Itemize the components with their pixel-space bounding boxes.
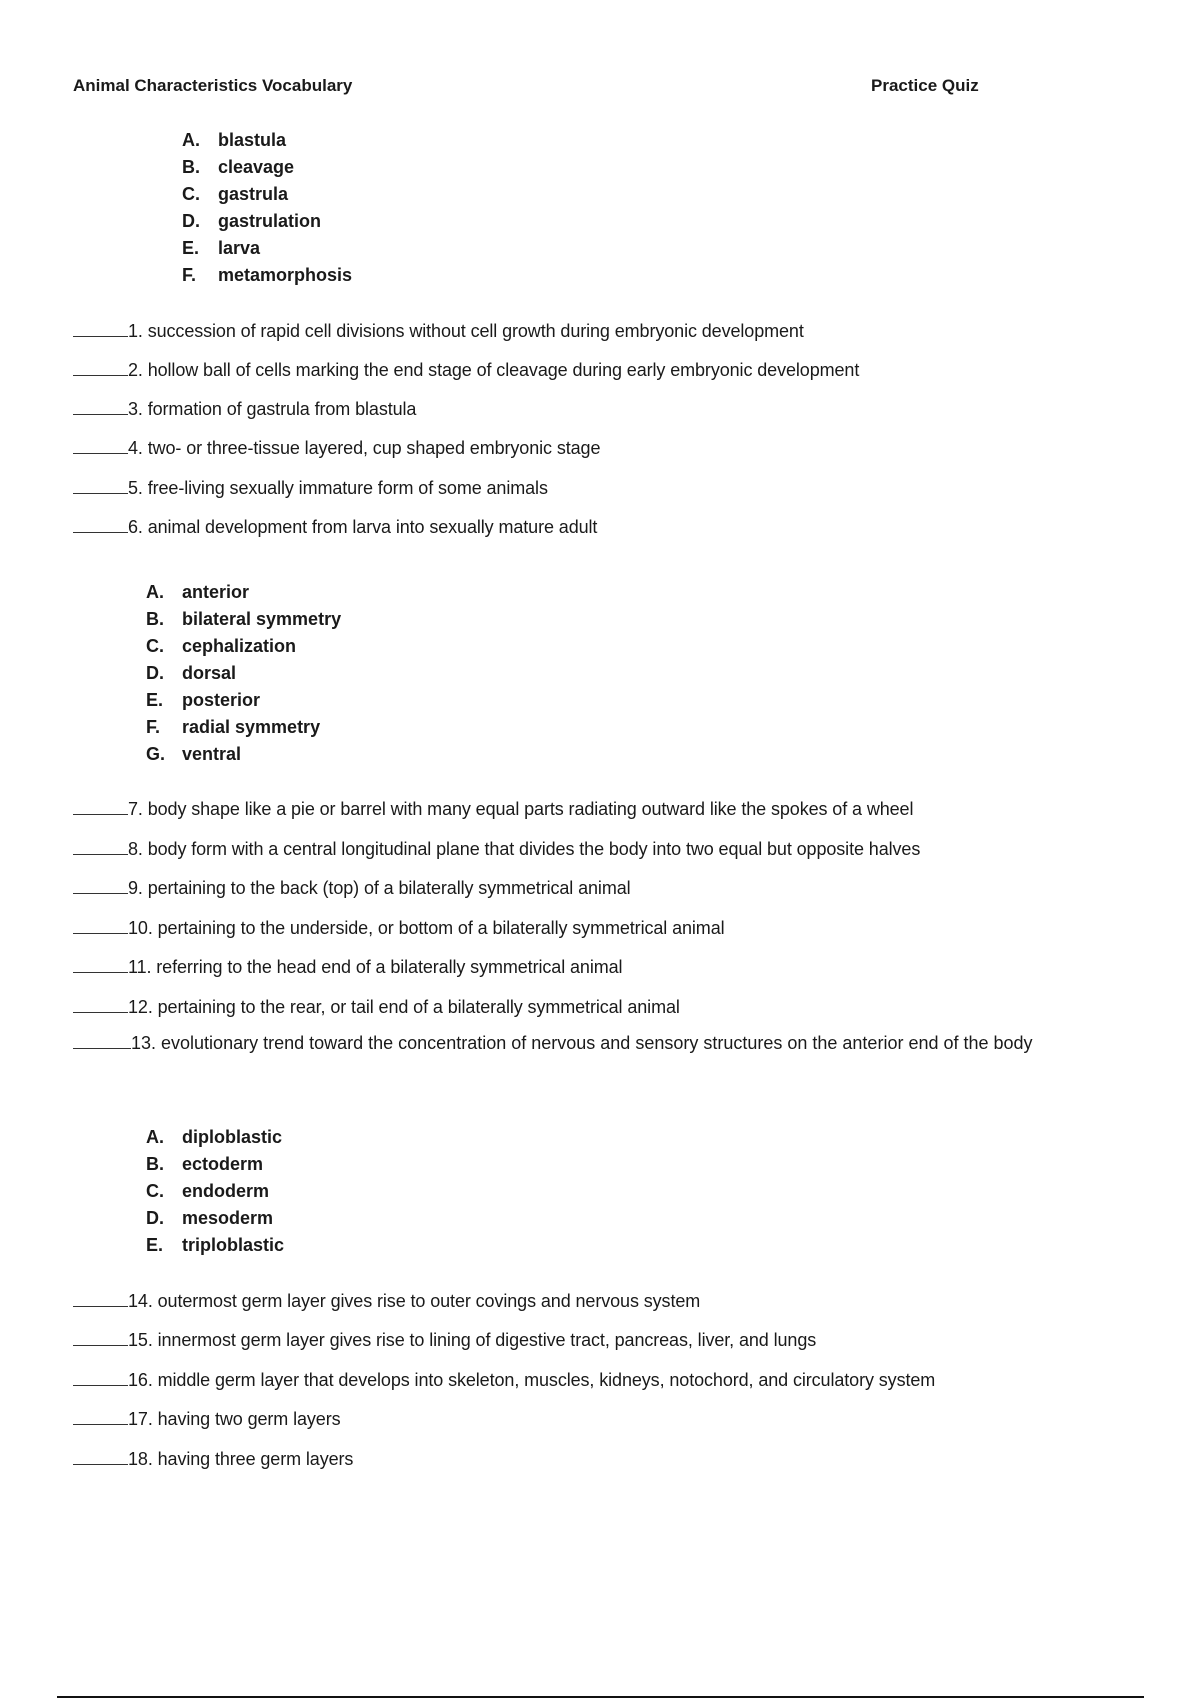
question-item bbox=[73, 477, 548, 499]
term-item bbox=[146, 1205, 284, 1232]
question-item bbox=[73, 1030, 1123, 1057]
term-word: triploblastic bbox=[182, 1235, 285, 1255]
answer-blank[interactable] bbox=[73, 956, 128, 973]
term-letter: B. bbox=[146, 609, 164, 629]
term-word: metamorphosis bbox=[218, 265, 353, 285]
term-list-1 bbox=[182, 127, 352, 289]
answer-blank[interactable] bbox=[73, 838, 128, 855]
term-letter: C. bbox=[146, 1181, 164, 1201]
question-text: 14. outermost germ layer gives rise to outer covings and nervous system bbox=[128, 1291, 701, 1311]
term-letter: E. bbox=[182, 238, 200, 258]
term-letter: A. bbox=[146, 582, 164, 602]
term-letter: D. bbox=[146, 1208, 164, 1228]
answer-blank[interactable] bbox=[73, 1408, 128, 1425]
answer-blank[interactable] bbox=[73, 1329, 128, 1346]
answer-blank[interactable] bbox=[73, 320, 128, 337]
term-item bbox=[182, 262, 352, 289]
term-item bbox=[182, 154, 352, 181]
question-text: 6. animal development from larva into sexually mature adult bbox=[128, 517, 598, 537]
footer-divider bbox=[57, 1696, 1144, 1698]
term-item bbox=[146, 660, 341, 687]
term-word: gastrulation bbox=[218, 211, 322, 231]
term-word: dorsal bbox=[182, 663, 237, 683]
question-text: 10. pertaining to the underside, or bottom of a bilaterally symmetrical animal bbox=[128, 918, 725, 938]
term-letter: E. bbox=[146, 690, 164, 710]
term-letter: D. bbox=[146, 663, 164, 683]
answer-blank[interactable] bbox=[73, 1032, 131, 1049]
answer-blank[interactable] bbox=[73, 1448, 128, 1465]
term-letter: D. bbox=[182, 211, 200, 231]
question-text: 9. pertaining to the back (top) of a bilaterally symmetrical animal bbox=[128, 878, 631, 898]
page-header bbox=[73, 76, 1200, 100]
question-item bbox=[73, 1448, 353, 1470]
question-text: 12. pertaining to the rear, or tail end of a bilaterally symmetrical animal bbox=[128, 997, 680, 1017]
answer-blank[interactable] bbox=[73, 996, 128, 1013]
answer-blank[interactable] bbox=[73, 917, 128, 934]
question-text: 13. evolutionary trend toward the concentration of nervous and sensory structures on the anterior end of the body bbox=[131, 1033, 1033, 1053]
term-word: cleavage bbox=[218, 157, 295, 177]
term-letter: F. bbox=[182, 265, 197, 285]
term-item bbox=[182, 181, 352, 208]
question-item bbox=[73, 320, 804, 342]
term-item bbox=[146, 741, 341, 768]
term-word: diploblastic bbox=[182, 1127, 283, 1147]
term-item bbox=[146, 1232, 284, 1259]
term-item bbox=[146, 1178, 284, 1205]
answer-blank[interactable] bbox=[73, 798, 128, 815]
question-item bbox=[73, 398, 416, 420]
question-item bbox=[73, 798, 913, 820]
term-letter: C. bbox=[182, 184, 200, 204]
question-text: 18. having three germ layers bbox=[128, 1449, 354, 1469]
question-text: 17. having two germ layers bbox=[128, 1409, 341, 1429]
answer-blank[interactable] bbox=[73, 398, 128, 415]
question-item bbox=[73, 437, 600, 459]
question-text: 3. formation of gastrula from blastula bbox=[128, 399, 417, 419]
page-subtitle: Practice Quiz bbox=[871, 76, 979, 95]
term-item bbox=[146, 579, 341, 606]
question-text: 7. body shape like a pie or barrel with many equal parts radiating outward like the spokes of a wheel bbox=[128, 799, 914, 819]
term-word: cephalization bbox=[182, 636, 297, 656]
term-list-2 bbox=[146, 579, 341, 768]
question-item bbox=[73, 359, 859, 381]
term-item bbox=[146, 714, 341, 741]
term-letter: B. bbox=[146, 1154, 164, 1174]
question-item bbox=[73, 1408, 341, 1430]
answer-blank[interactable] bbox=[73, 359, 128, 376]
term-word: posterior bbox=[182, 690, 261, 710]
term-item bbox=[146, 606, 341, 633]
question-item bbox=[73, 877, 631, 899]
term-letter: E. bbox=[146, 1235, 164, 1255]
question-text: 15. innermost germ layer gives rise to lining of digestive tract, pancreas, liver, and lungs bbox=[128, 1330, 817, 1350]
question-text: 16. middle germ layer that develops into skeleton, muscles, kidneys, notochord, and circulatory system bbox=[128, 1370, 936, 1390]
term-letter: C. bbox=[146, 636, 164, 656]
term-word: bilateral symmetry bbox=[182, 609, 342, 629]
answer-blank[interactable] bbox=[73, 516, 128, 533]
term-item bbox=[146, 1124, 284, 1151]
question-item bbox=[73, 838, 920, 860]
answer-blank[interactable] bbox=[73, 477, 128, 494]
question-text: 11. referring to the head end of a bilaterally symmetrical animal bbox=[128, 957, 623, 977]
answer-blank[interactable] bbox=[73, 877, 128, 894]
term-word: anterior bbox=[182, 582, 250, 602]
term-list-3 bbox=[146, 1124, 284, 1259]
term-letter: A. bbox=[182, 130, 200, 150]
term-word: radial symmetry bbox=[182, 717, 321, 737]
answer-blank[interactable] bbox=[73, 1290, 128, 1307]
question-item bbox=[73, 917, 725, 939]
question-text: 1. succession of rapid cell divisions without cell growth during embryonic development bbox=[128, 321, 804, 341]
term-word: endoderm bbox=[182, 1181, 270, 1201]
question-item bbox=[73, 516, 597, 538]
term-item bbox=[182, 127, 352, 154]
answer-blank[interactable] bbox=[73, 437, 128, 454]
question-item bbox=[73, 956, 622, 978]
question-item bbox=[73, 1290, 700, 1312]
page-title: Animal Characteristics Vocabulary bbox=[73, 76, 353, 95]
question-text: 5. free-living sexually immature form of some animals bbox=[128, 478, 548, 498]
term-word: mesoderm bbox=[182, 1208, 274, 1228]
term-word: ectoderm bbox=[182, 1154, 264, 1174]
term-word: blastula bbox=[218, 130, 287, 150]
question-item bbox=[73, 1329, 816, 1351]
term-item bbox=[182, 208, 352, 235]
question-item bbox=[73, 1369, 935, 1391]
term-letter: A. bbox=[146, 1127, 164, 1147]
term-word: gastrula bbox=[218, 184, 289, 204]
question-item bbox=[73, 996, 680, 1018]
answer-blank[interactable] bbox=[73, 1369, 128, 1386]
term-word: larva bbox=[218, 238, 261, 258]
term-letter: G. bbox=[146, 744, 166, 764]
question-text: 4. two- or three-tissue layered, cup shaped embryonic stage bbox=[128, 438, 601, 458]
term-item bbox=[146, 1151, 284, 1178]
question-text: 2. hollow ball of cells marking the end stage of cleavage during early embryonic development bbox=[128, 360, 860, 380]
term-letter: F. bbox=[146, 717, 161, 737]
term-item bbox=[146, 633, 341, 660]
question-text: 8. body form with a central longitudinal plane that divides the body into two equal but opposite halves bbox=[128, 839, 921, 859]
term-word: ventral bbox=[182, 744, 242, 764]
term-letter: B. bbox=[182, 157, 200, 177]
term-item bbox=[146, 687, 341, 714]
term-item bbox=[182, 235, 352, 262]
